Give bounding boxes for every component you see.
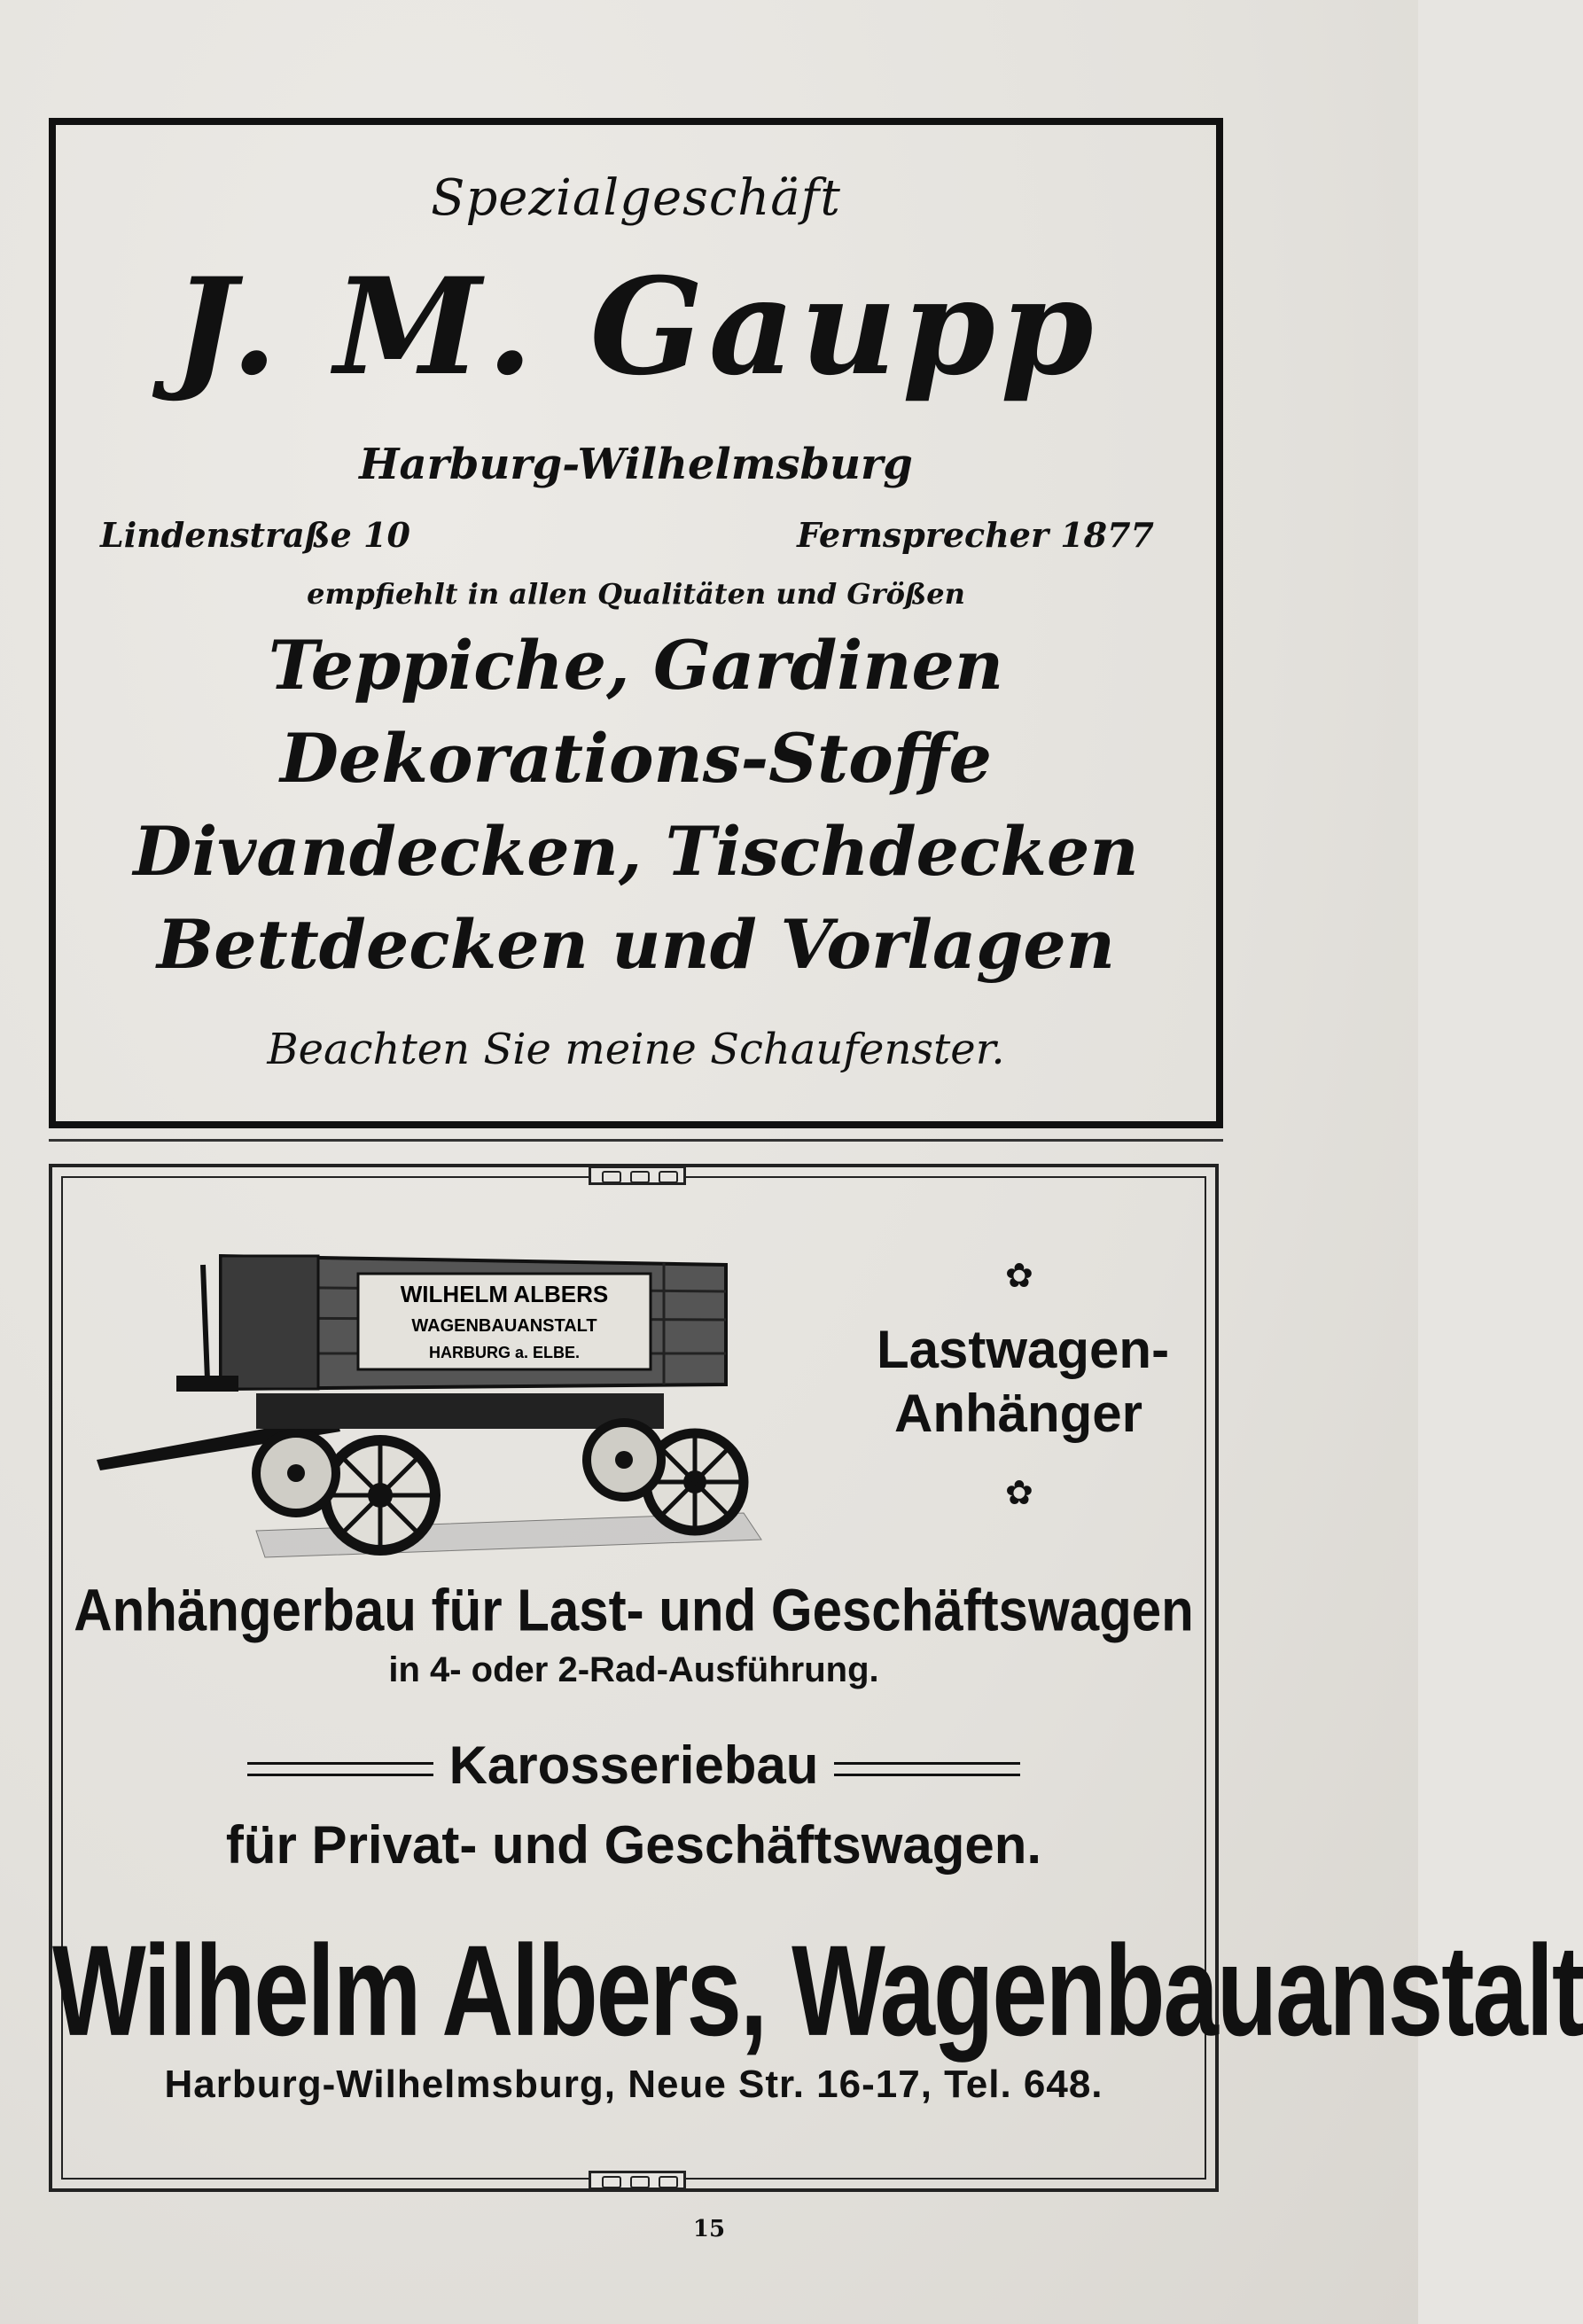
ad1-product-line-1: Teppiche, Gardinen bbox=[268, 626, 1004, 705]
wagon-sign-text-1: WILHELM ALBERS bbox=[400, 1281, 609, 1307]
ad2-karosserie: Karosseriebau bbox=[448, 1735, 819, 1795]
wagon-sign-text-3: HARBURG a. ELBE. bbox=[428, 1344, 581, 1361]
trailer-wagon-illustration bbox=[88, 1203, 868, 1575]
wheel-rear-back bbox=[587, 1423, 661, 1497]
ad1-street: Lindenstraße 10 bbox=[100, 515, 410, 555]
frame-ornament-top bbox=[589, 1166, 686, 1185]
wheel-front-back bbox=[256, 1433, 336, 1513]
ad2-side-line-1: Lastwagen- bbox=[877, 1320, 1170, 1379]
ad2-side-line-2: Anhänger bbox=[893, 1384, 1143, 1443]
page-number: 15 bbox=[692, 2216, 726, 2242]
ad2-address: Harburg-Wilhelmsburg, Neue Str. 16-17, Tel. 648. bbox=[164, 2063, 1103, 2106]
ad2-headline: Anhängerbau für Last- und Geschäftswagen bbox=[74, 1576, 1194, 1644]
wagon-front-panel bbox=[221, 1256, 318, 1389]
ad2-company-name: Wilhelm Albers, Wagenbauanstalt bbox=[52, 1918, 1583, 2063]
albers-advertisement bbox=[49, 1164, 1583, 2192]
ad1-intro: empfiehlt in allen Qualitäten und Größen bbox=[307, 577, 965, 611]
ad2-subline: in 4- oder 2-Rad-Ausführung. bbox=[388, 1650, 879, 1689]
frame-ornament-bottom bbox=[589, 2171, 686, 2190]
flower-ornament-icon: ✿ bbox=[1005, 1473, 1033, 1512]
wagon-sign-text-2: WAGENBAUANSTALT bbox=[411, 1316, 597, 1336]
separator-rule bbox=[49, 1139, 1223, 1142]
ad2-privat-line: für Privat- und Geschäftswagen. bbox=[225, 1815, 1042, 1875]
ad1-product-line-2: Dekorations-Stoffe bbox=[279, 719, 993, 798]
ad1-footer: Beachten Sie meine Schaufenster. bbox=[267, 1025, 1005, 1074]
ad2-karosserie-row bbox=[52, 1735, 1215, 1796]
ad1-product-line-4: Bettdecken und Vorlagen bbox=[157, 905, 1115, 984]
chassis bbox=[256, 1393, 664, 1429]
ad1-company-name: J. M. Gaupp bbox=[173, 249, 1099, 405]
ad1-product-line-3: Divandecken, Tischdecken bbox=[133, 812, 1139, 891]
ad1-city: Harburg-Wilhelmsburg bbox=[359, 440, 913, 489]
flower-ornament-icon: ✿ bbox=[1005, 1256, 1033, 1295]
gaupp-advertisement bbox=[49, 118, 1223, 1128]
double-rule-left bbox=[247, 1762, 433, 1776]
wheel-front-left bbox=[325, 1440, 435, 1550]
double-rule-right bbox=[834, 1762, 1020, 1776]
ad1-kicker: Spezialgeschäft bbox=[431, 169, 841, 227]
ad1-phone: Fernsprecher 1877 bbox=[797, 515, 1154, 555]
